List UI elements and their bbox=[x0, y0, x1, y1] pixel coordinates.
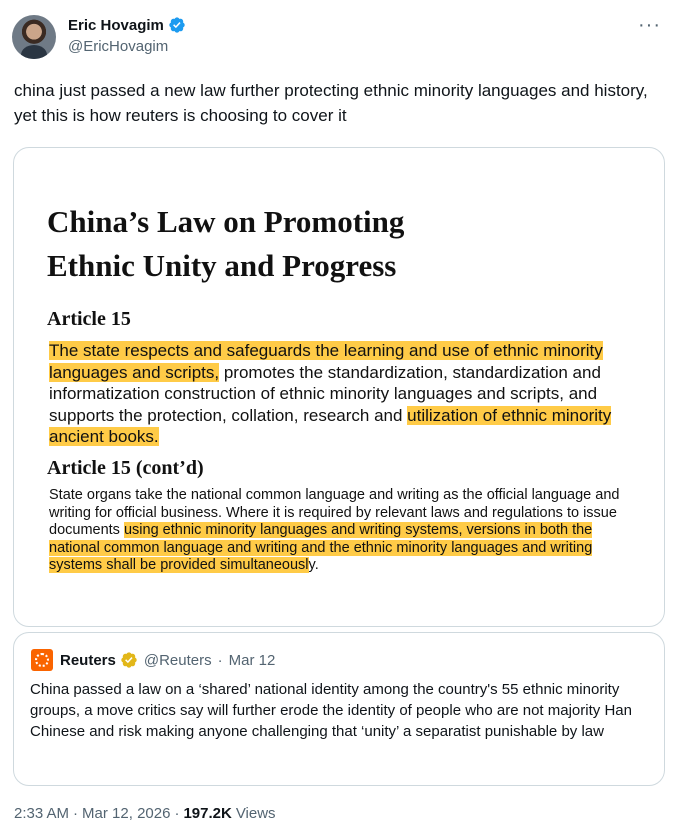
quoted-tweet[interactable] bbox=[13, 632, 665, 786]
tweet-footer: 2:33 AM · Mar 12, 2026 · 197.2K Views bbox=[14, 805, 276, 822]
views-count: 197.2K bbox=[183, 805, 232, 822]
quoted-text: China passed a law on a ‘shared’ national identity among the country's 55 ethnic minority groups, a move critics say will further erode the identity of people who are not majority Han Chinese and risk making anyone challenging that ‘unity’ a separatist punishable by law bbox=[30, 681, 632, 740]
tweet-image[interactable] bbox=[13, 147, 665, 627]
views-label: Views bbox=[235, 805, 276, 822]
quoted-author: Reuters @Reuters · Mar 12 bbox=[60, 651, 276, 669]
highlighted-text: using ethnic minority languages and writing systems, versions in both the national common language and writing and the ethnic minority languages and writing systems shall be provided simultaneousl bbox=[49, 522, 593, 574]
quoted-date: Mar 12 bbox=[228, 651, 276, 669]
gold-verified-badge-icon bbox=[120, 651, 138, 669]
tweet-date[interactable]: Mar 12, 2026 bbox=[82, 805, 171, 822]
more-options-icon[interactable]: ··· bbox=[638, 14, 661, 36]
highlighted-text: utilization of ethnic minority ancient books. bbox=[49, 405, 612, 446]
article-body: The state respects and safeguards the learning and use of ethnic minority languages and scripts, promotes the standardization, standardization and informatization construction of ethnic minority languages and scripts, and supports the protection, collation, research and utilization of ethnic minority ancient books. bbox=[49, 341, 612, 446]
article-heading: Article 15 bbox=[47, 308, 131, 330]
verified-badge-icon bbox=[168, 16, 186, 34]
tweet-time[interactable]: 2:33 AM bbox=[14, 805, 70, 822]
avatar[interactable] bbox=[12, 15, 56, 59]
author-block bbox=[68, 15, 186, 55]
author-handle[interactable]: @EricHovagim bbox=[68, 38, 169, 55]
author-name[interactable]: Eric Hovagim bbox=[68, 16, 164, 34]
highlighted-text: The state respects and safeguards the learning and use of ethnic minority languages and scripts, bbox=[49, 341, 603, 382]
quoted-author-handle: @Reuters bbox=[143, 651, 212, 669]
reuters-logo-icon bbox=[31, 649, 53, 671]
quoted-author-name: Reuters bbox=[60, 651, 116, 669]
tweet-text: china just passed a new law further protecting ethnic minority languages and history, yet this is how reuters is choosing to cover it bbox=[14, 81, 648, 125]
article-body: State organs take the national common language and writing as the official language and writing for official business. Where it is required by relevant laws and regulations to issue documents using ethnic minority languages and writing systems, versions in both the national common language and writing and the ethnic minority languages and writing systems shall be provided simultaneously. bbox=[49, 487, 620, 574]
document-title: China’s Law on Promoting Ethnic Unity and Progress bbox=[47, 204, 405, 283]
article-heading: Article 15 (cont’d) bbox=[47, 457, 204, 479]
